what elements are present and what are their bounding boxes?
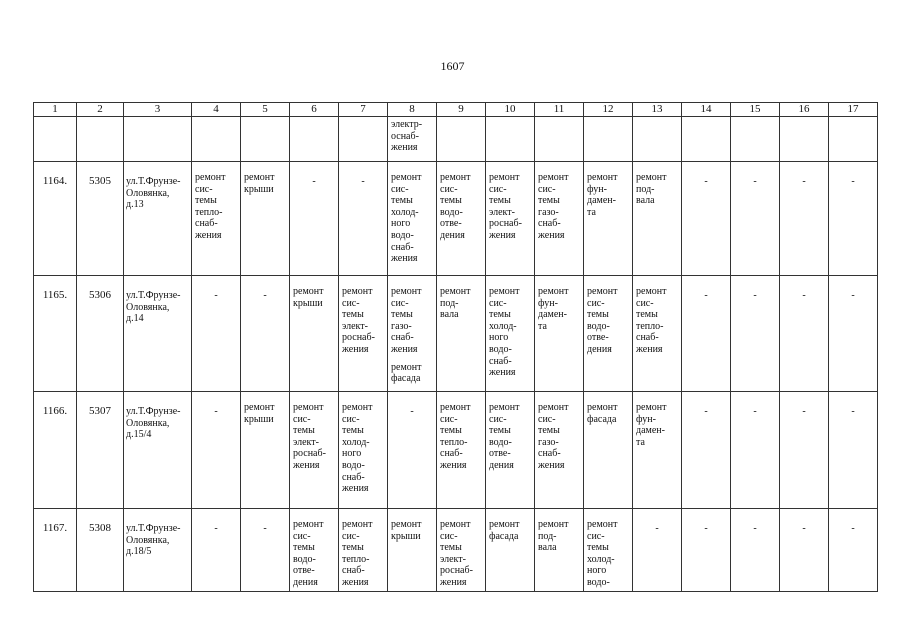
table-cell: ремонт крыши <box>244 172 275 195</box>
table-cell: - <box>851 523 855 534</box>
table-cell: - <box>704 406 708 417</box>
table-cell: - <box>851 176 855 187</box>
house-id: 5306 <box>89 289 111 301</box>
table-cell: - <box>851 290 855 301</box>
row-number: 1166. <box>42 405 68 417</box>
table-cell: - <box>851 406 855 417</box>
table-row <box>34 162 878 276</box>
table-cell: ремонт под- вала <box>636 172 667 207</box>
table-cell: - <box>802 406 806 417</box>
column-number: 13 <box>633 103 682 117</box>
table-cell: ремонт сис- темы холод- ного водо- снаб- жения <box>391 172 422 265</box>
table-cell: ремонт крыши <box>244 402 275 425</box>
column-number: 6 <box>290 103 339 117</box>
column-number: 16 <box>780 103 829 117</box>
table-row <box>34 392 878 509</box>
table-cell: ремонт фун- дамен- та <box>538 286 569 332</box>
table-cell: ремонт сис- темы тепло- снаб- жения <box>636 286 667 355</box>
table-cell: ремонт сис- темы тепло- снаб- жения <box>195 172 226 241</box>
table-cell: ремонт сис- темы газо- снаб- жения <box>538 172 569 241</box>
column-number: 2 <box>77 103 124 117</box>
table-cell: ремонт сис- темы элект- роснаб- жения <box>342 286 375 355</box>
column-number: 7 <box>339 103 388 117</box>
column-number: 9 <box>437 103 486 117</box>
column-number: 5 <box>241 103 290 117</box>
table-cell: ремонт сис- темы водо- отве- дения <box>293 519 324 588</box>
table-cell: ремонт под- вала <box>440 286 471 321</box>
column-number: 10 <box>486 103 535 117</box>
column-number: 15 <box>731 103 780 117</box>
row-number: 1164. <box>42 175 68 187</box>
column-number: 8 <box>388 103 437 117</box>
table-cell: ремонт под- вала <box>538 519 569 554</box>
column-number: 17 <box>829 103 878 117</box>
table-cell: ремонт фасада <box>391 361 422 385</box>
table-cell: ремонт сис- темы газо- снаб- жения <box>538 402 569 471</box>
table-cell: - <box>312 176 316 187</box>
continuation-row <box>34 117 878 162</box>
table-cell: - <box>263 523 267 534</box>
table-cell: ремонт сис- темы водо- отве- дения <box>489 402 520 471</box>
table-cell: ремонт сис- темы водо- отве- дения <box>440 172 471 241</box>
table-cell: ремонт фасада <box>489 519 520 542</box>
address: ул.Т.Фрунзе- Оловянка, д.18/5 <box>126 523 181 558</box>
column-number: 3 <box>124 103 192 117</box>
table-cell: - <box>753 406 757 417</box>
table-cell: - <box>704 176 708 187</box>
table-cell: ремонт сис- темы тепло- снаб- жения <box>440 402 471 471</box>
table-cell: ремонт крыши <box>293 286 324 309</box>
table-cell: - <box>753 290 757 301</box>
address: ул.Т.Фрунзе- Оловянка, д.13 <box>126 176 181 211</box>
table-cell: - <box>753 523 757 534</box>
table-cell: электр- оснаб- жения <box>391 119 423 154</box>
house-id: 5305 <box>89 175 111 187</box>
table-cell: - <box>704 290 708 301</box>
table-cell: - <box>704 523 708 534</box>
table-cell: ремонт сис- темы газо- снаб- жения <box>391 286 422 355</box>
row-number: 1167. <box>42 522 68 534</box>
table-cell: - <box>214 290 218 301</box>
table-cell: ремонт сис- темы водо- отве- дения <box>587 286 618 355</box>
column-number: 14 <box>682 103 731 117</box>
table-cell: - <box>802 290 806 301</box>
table-cell: - <box>214 406 218 417</box>
house-id: 5308 <box>89 522 111 534</box>
table-cell: - <box>263 290 267 301</box>
table-cell: ремонт сис- темы элект- роснаб- жения <box>489 172 522 241</box>
table-cell: - <box>655 523 659 534</box>
table-row <box>34 276 878 392</box>
table-cell: - <box>802 523 806 534</box>
table-cell: ремонт сис- темы элект- роснаб- жения <box>440 519 473 588</box>
table-row <box>34 509 878 592</box>
address: ул.Т.Фрунзе- Оловянка, д.14 <box>126 290 181 325</box>
column-number: 1 <box>34 103 77 117</box>
address: ул.Т.Фрунзе- Оловянка, д.15/4 <box>126 406 181 441</box>
column-number: 11 <box>535 103 584 117</box>
table-cell: ремонт сис- темы холод- ного водо- снаб- жения <box>489 286 520 379</box>
page-number: 1607 <box>440 59 465 73</box>
table-cell: ремонт фун- дамен- та <box>636 402 667 448</box>
table-cell: ремонт сис- темы холод- ного водо- снаб- жения <box>342 402 373 495</box>
table-cell: ремонт сис- темы элект- роснаб- жения <box>293 402 326 471</box>
column-number: 4 <box>192 103 241 117</box>
table-cell: - <box>410 406 414 417</box>
table-cell: - <box>214 523 218 534</box>
table-cell: - <box>802 176 806 187</box>
column-number: 12 <box>584 103 633 117</box>
row-number: 1165. <box>42 289 68 301</box>
register-table <box>33 102 878 592</box>
table-cell: - <box>753 176 757 187</box>
table-cell: ремонт сис- темы тепло- снаб- жения <box>342 519 373 588</box>
table-cell: ремонт крыши <box>391 519 422 542</box>
table-cell: - <box>361 176 365 187</box>
house-id: 5307 <box>89 405 111 417</box>
table-cell: ремонт фасада <box>587 402 618 425</box>
column-number-row <box>34 103 878 117</box>
table-cell: ремонт сис- темы холод- ного водо- <box>587 519 618 588</box>
table-cell: ремонт фун- дамен- та <box>587 172 618 218</box>
